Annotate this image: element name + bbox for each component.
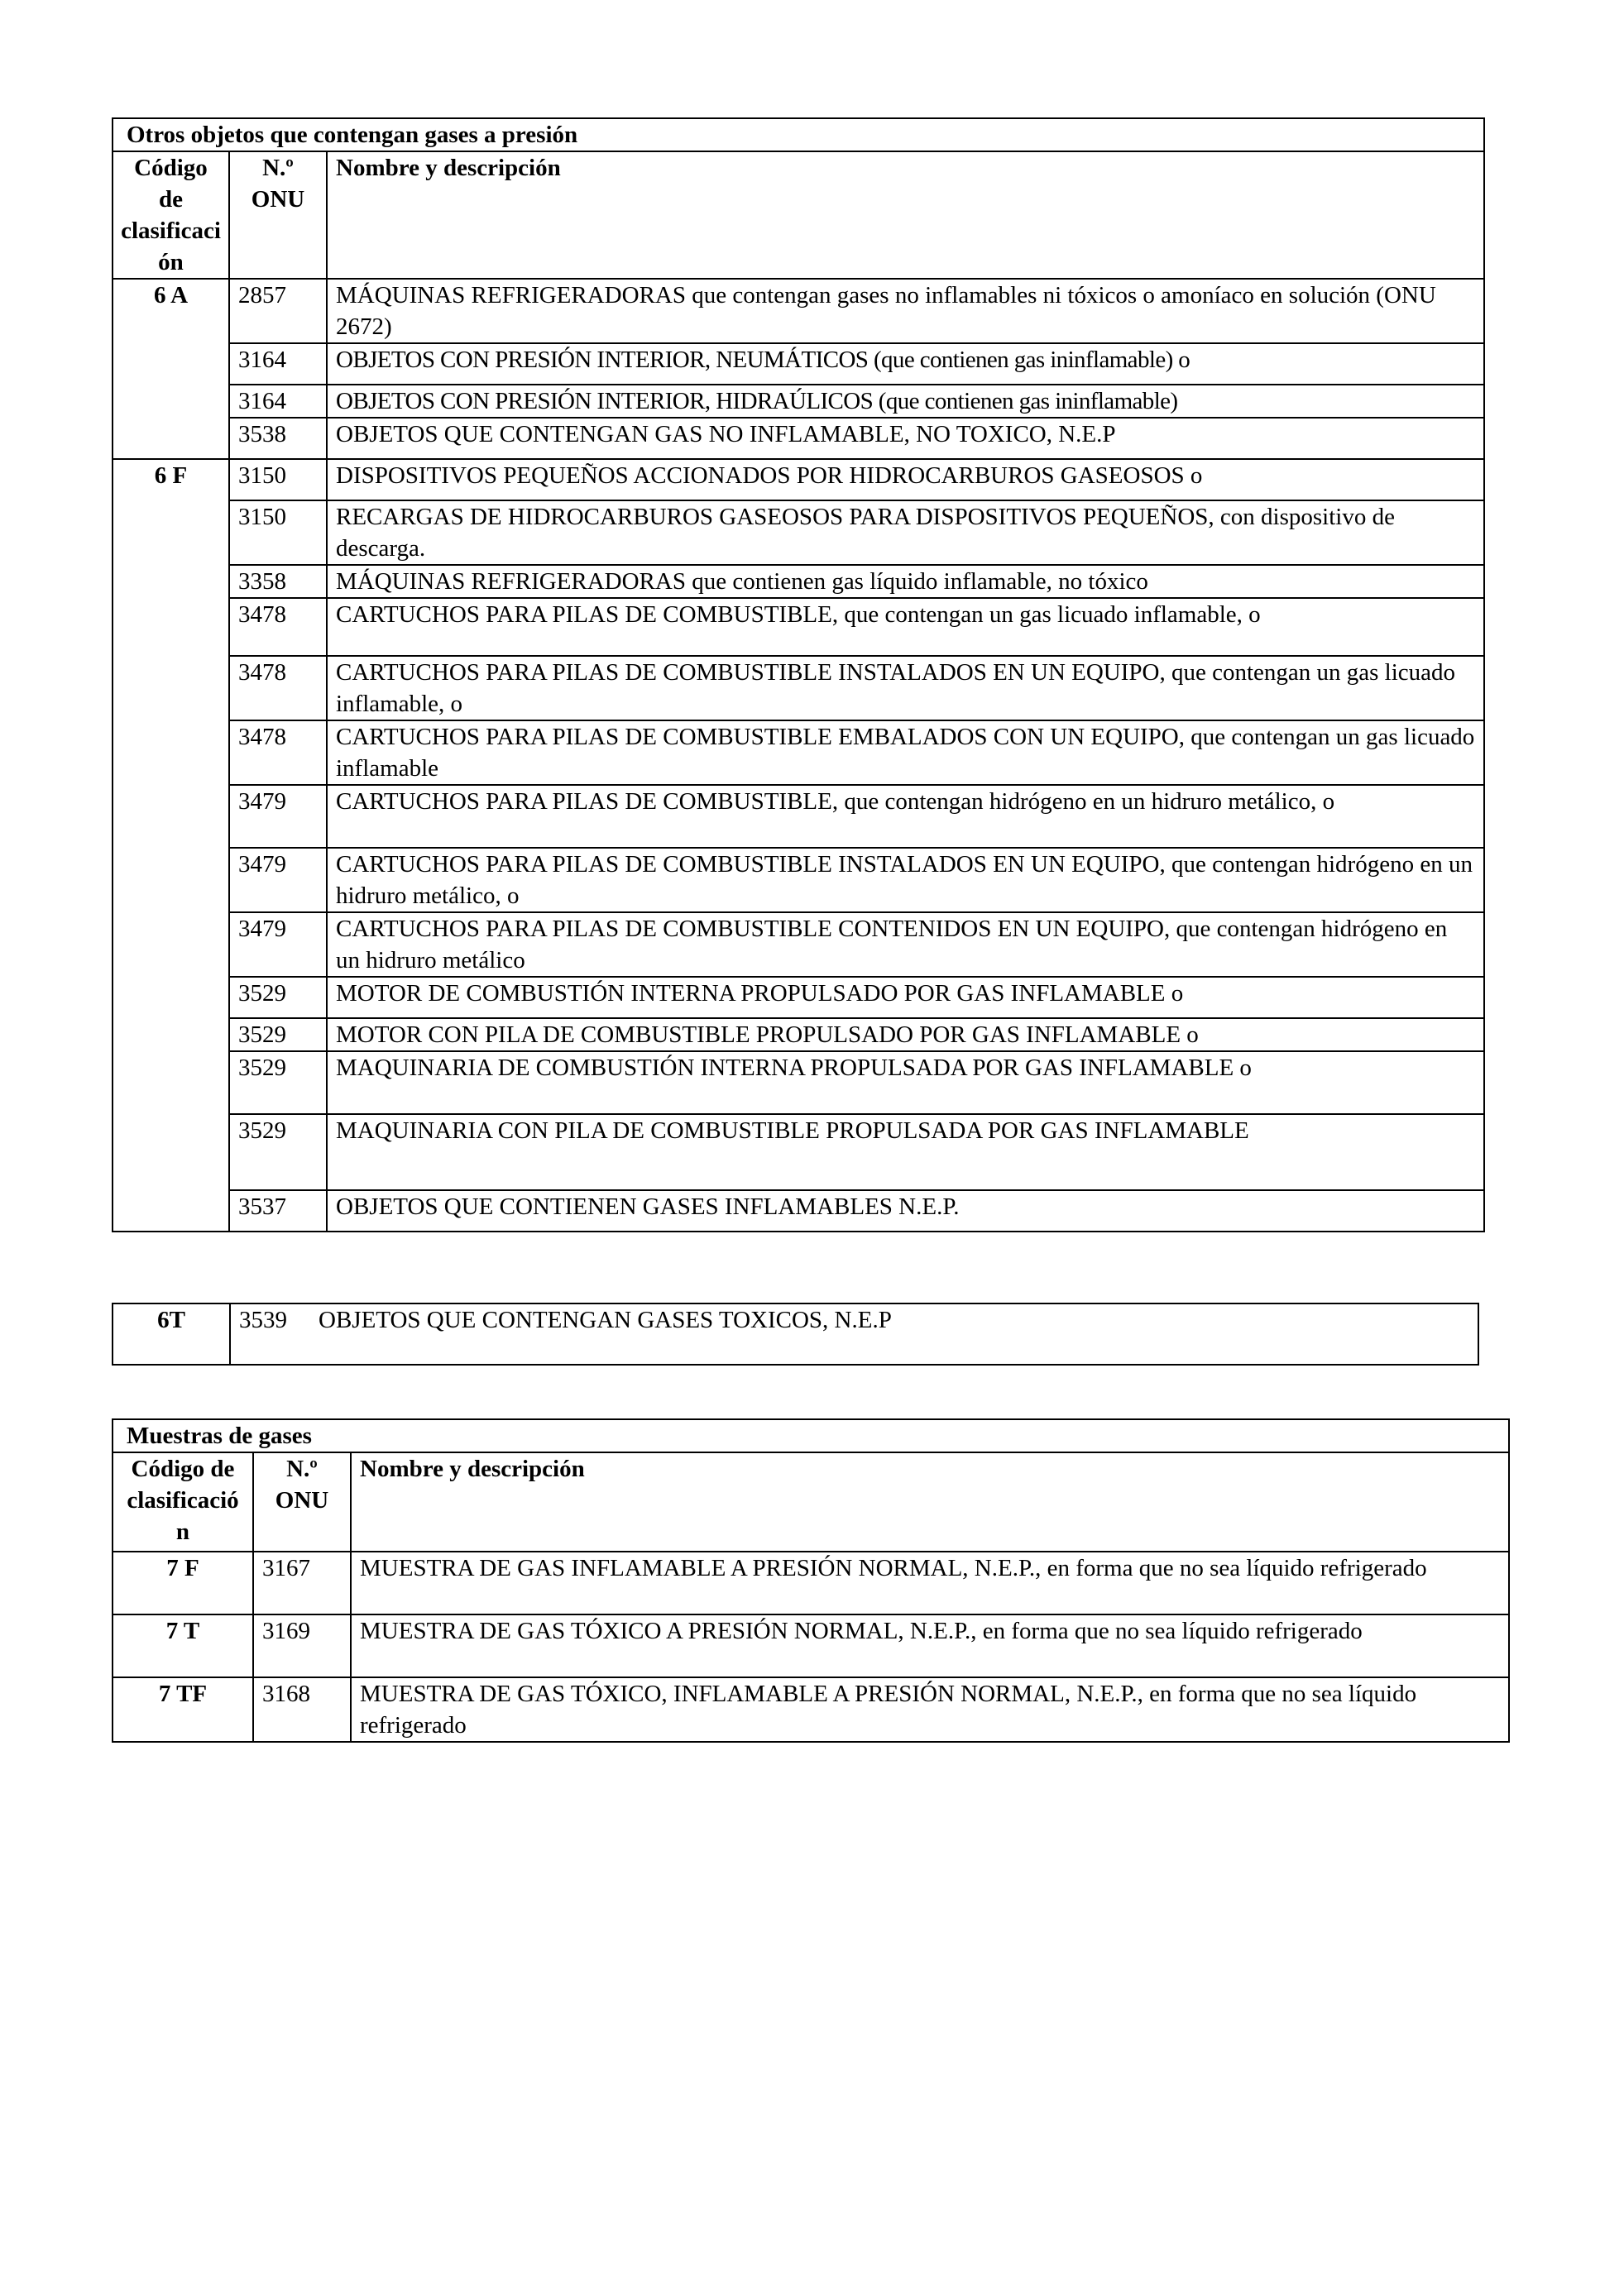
description: CARTUCHOS PARA PILAS DE COMBUSTIBLE INSTALADOS EN UN EQUIPO, que contengan hidrógeno en un hidruro metálico, o [327,848,1484,912]
header-code: Código de clasificaci ón [113,151,229,279]
onu-number: 3529 [229,1018,327,1051]
description: CARTUCHOS PARA PILAS DE COMBUSTIBLE INSTALADOS EN UN EQUIPO, que contengan un gas licuado inflamable, o [327,656,1484,720]
header-onu: N.º ONU [229,151,327,279]
description: OBJETOS QUE CONTENGAN GASES TOXICOS, N.E.P [319,1307,892,1333]
description: MOTOR DE COMBUSTIÓN INTERNA PROPULSADO POR GAS INFLAMABLE o [327,977,1484,1018]
description: OBJETOS QUE CONTIENEN GASES INFLAMABLES N.E.P. [327,1190,1484,1232]
onu-number: 3478 [229,598,327,656]
onu-number: 3479 [229,785,327,848]
description: CARTUCHOS PARA PILAS DE COMBUSTIBLE, que contengan hidrógeno en un hidruro metálico, o [327,785,1484,848]
onu-number: 3529 [229,1051,327,1114]
class-code: 7 T [113,1614,253,1677]
header-name: Nombre y descripción [327,151,1484,279]
onu-number: 3529 [229,977,327,1018]
description: MAQUINARIA CON PILA DE COMBUSTIBLE PROPULSADA POR GAS INFLAMABLE [327,1114,1484,1190]
onu-number: 3150 [229,459,327,500]
onu-number: 3538 [229,418,327,459]
description: CARTUCHOS PARA PILAS DE COMBUSTIBLE EMBALADOS CON UN EQUIPO, que contengan un gas licuado inflamable [327,720,1484,785]
description: OBJETOS QUE CONTENGAN GAS NO INFLAMABLE, NO TOXICO, N.E.P [327,418,1484,459]
description: MUESTRA DE GAS TÓXICO, INFLAMABLE A PRESIÓN NORMAL, N.E.P., en forma que no sea líquido refrigerado [351,1677,1509,1742]
header-name: Nombre y descripción [351,1452,1509,1552]
onu-number: 3529 [229,1114,327,1190]
description: MÁQUINAS REFRIGERADORAS que contengan gases no inflamables ni tóxicos o amoníaco en solución (ONU 2672) [327,279,1484,343]
onu-number: 3479 [229,912,327,977]
description: CARTUCHOS PARA PILAS DE COMBUSTIBLE, que contengan un gas licuado inflamable, o [327,598,1484,656]
description: MUESTRA DE GAS INFLAMABLE A PRESIÓN NORMAL, N.E.P., en forma que no sea líquido refrigerado [351,1552,1509,1614]
onu-number: 3164 [229,343,327,385]
table-title: Otros objetos que contengan gases a presión [113,118,1484,151]
description: MUESTRA DE GAS TÓXICO A PRESIÓN NORMAL, N.E.P., en forma que no sea líquido refrigerado [351,1614,1509,1677]
class-code: 6 F [113,459,229,1232]
description: OBJETOS CON PRESIÓN INTERIOR, NEUMÁTICOS (que contienen gas ininflamable) o [327,343,1484,385]
class-code: 7 TF [113,1677,253,1742]
onu-number: 3358 [229,565,327,598]
description: OBJETOS CON PRESIÓN INTERIOR, HIDRAÚLICOS (que contienen gas ininflamable) [327,385,1484,418]
description: MAQUINARIA DE COMBUSTIÓN INTERNA PROPULSADA POR GAS INFLAMABLE o [327,1051,1484,1114]
onu-number: 3150 [229,500,327,565]
gas-samples-table [112,1418,1510,1743]
onu-number: 3164 [229,385,327,418]
onu-number: 3479 [229,848,327,912]
description: MOTOR CON PILA DE COMBUSTIBLE PROPULSADO POR GAS INFLAMABLE o [327,1018,1484,1051]
toxic-gases-table [112,1303,1479,1366]
header-onu: N.º ONU [253,1452,351,1552]
gases-under-pressure-table [112,117,1485,1232]
description: RECARGAS DE HIDROCARBUROS GASEOSOS PARA DISPOSITIVOS PEQUEÑOS, con dispositivo de descarga. [327,500,1484,565]
header-code: Código de clasificació n [113,1452,253,1552]
description: DISPOSITIVOS PEQUEÑOS ACCIONADOS POR HIDROCARBUROS GASEOSOS o [327,459,1484,500]
class-code: 7 F [113,1552,253,1614]
onu-number: 3478 [229,720,327,785]
onu-number: 2857 [229,279,327,343]
onu-number: 3168 [253,1677,351,1742]
class-code: 6T [113,1303,230,1365]
onu-number: 3169 [253,1614,351,1677]
table-title: Muestras de gases [113,1419,1509,1452]
description: CARTUCHOS PARA PILAS DE COMBUSTIBLE CONTENIDOS EN UN EQUIPO, que contengan hidrógeno en un hidruro metálico [327,912,1484,977]
onu-number: 3478 [229,656,327,720]
onu-number: 3537 [229,1190,327,1232]
description: MÁQUINAS REFRIGERADORAS que contienen gas líquido inflamable, no tóxico [327,565,1484,598]
onu-number: 3167 [253,1552,351,1614]
onu-number: 3539 [239,1307,287,1333]
description-row [230,1303,1478,1365]
class-code: 6 A [113,279,229,459]
